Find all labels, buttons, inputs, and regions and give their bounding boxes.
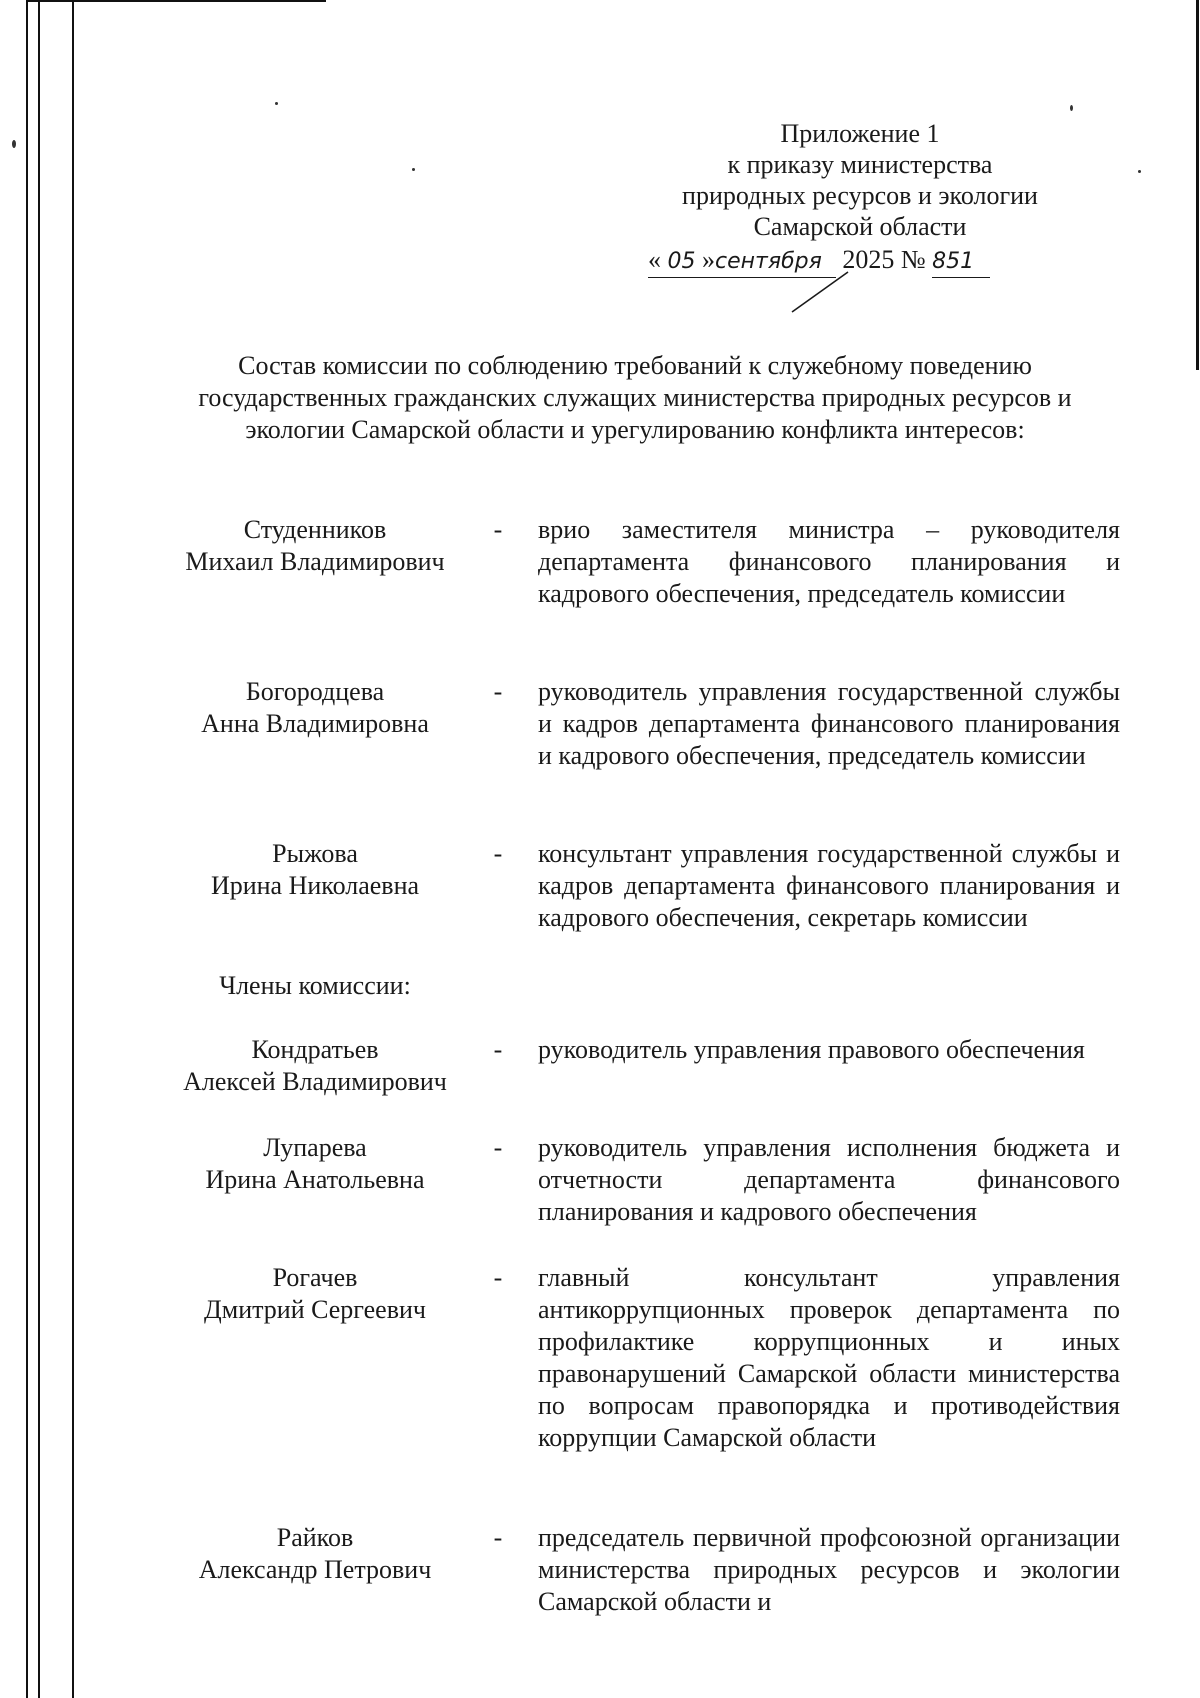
member-role: врио заместителя министра – руководителя департамента финансового планирования и кадрового обеспечения, председатель комиссии <box>538 515 1120 608</box>
scan-speck <box>412 168 415 171</box>
appendix-title: Приложение 1 <box>780 119 940 148</box>
member-role: председатель первичной профсоюзной организации министерства природных ресурсов и экологии Самарской области и <box>538 1523 1120 1616</box>
member-name <box>160 838 470 902</box>
member-surname: Райков <box>276 1523 354 1552</box>
member-role: главный консультант управления антикоррупционных проверок департамента по профилактике коррупционных и иных правонарушений Самарской области министерства по вопросам правопорядка и противодействия коррупции Самарской области <box>538 1263 1120 1452</box>
member-surname: Кондратьев <box>251 1035 379 1064</box>
member-surname: Богородцева <box>245 677 385 706</box>
dash-separator: - <box>493 1133 503 1162</box>
scan-speck <box>12 140 16 148</box>
document-title: Состав комиссии по соблюдению требований к служебному поведению государственных гражданских служащих министерства природных ресурсов и экологии Самарской области и урегулированию конфликта интересов: <box>198 351 1072 444</box>
member-given-names: Ирина Анатольевна <box>205 1165 425 1194</box>
scan-speck <box>1070 105 1073 111</box>
handwritten-month: сентября <box>715 249 822 274</box>
member-given-names: Дмитрий Сергеевич <box>204 1295 426 1324</box>
member-given-names: Анна Владимировна <box>201 709 429 738</box>
member-role: консультант управления государственной службы и кадров департамента финансового планирования и кадрового обеспечения, секретарь комиссии <box>538 839 1120 932</box>
member-surname: Рогачев <box>272 1263 358 1292</box>
member-given-names: Ирина Николаевна <box>210 871 420 900</box>
member-name <box>160 676 470 740</box>
dash-separator: - <box>493 1523 503 1552</box>
member-surname: Студенников <box>243 515 387 544</box>
scan-top-edge <box>26 0 326 2</box>
member-surname: Лупарева <box>263 1133 367 1162</box>
dash-separator: - <box>493 1035 503 1064</box>
dash-separator: - <box>493 839 503 868</box>
member-name <box>160 1034 470 1098</box>
handwritten-order-number: 851 <box>932 246 990 278</box>
dash-separator: - <box>493 1263 503 1292</box>
appendix-header <box>640 118 1080 242</box>
scan-speck <box>1138 170 1141 173</box>
scan-speck <box>275 102 278 105</box>
number-sign: № <box>900 245 926 274</box>
open-quote: « <box>648 245 661 274</box>
member-given-names: Александр Петрович <box>198 1555 432 1584</box>
scan-edge-line <box>1196 0 1199 370</box>
appendix-line: к приказу министерства <box>727 150 993 179</box>
member-name <box>160 1262 470 1326</box>
scan-edge-line <box>38 0 40 1698</box>
dash-separator: - <box>493 515 503 544</box>
appendix-line: Самарской области <box>753 212 967 241</box>
member-role: руководитель управления государственной службы и кадров департамента финансового планирования и кадрового обеспечения, председатель комиссии <box>538 677 1120 770</box>
member-given-names: Михаил Владимирович <box>185 547 445 576</box>
handwritten-day: 05 <box>667 249 696 274</box>
appendix-line: природных ресурсов и экологии <box>682 181 1038 210</box>
member-role: руководитель управления исполнения бюджета и отчетности департамента финансового планирования и кадрового обеспечения <box>538 1133 1120 1226</box>
dash-separator: - <box>493 677 503 706</box>
close-quote: » <box>702 245 715 274</box>
member-name <box>160 1132 470 1196</box>
order-date-line <box>648 244 1088 278</box>
member-given-names: Алексей Владимирович <box>183 1067 447 1096</box>
scan-edge-line <box>72 0 74 1698</box>
scan-edge-line <box>26 0 28 1698</box>
member-name <box>160 1522 470 1586</box>
member-name <box>160 514 470 578</box>
member-role: руководитель управления правового обеспечения <box>538 1035 1085 1064</box>
member-surname: Рыжова <box>272 839 358 868</box>
signature-stroke <box>790 270 850 315</box>
members-section-label: Члены комиссии: <box>219 971 411 1000</box>
order-year: 2025 <box>842 245 895 274</box>
